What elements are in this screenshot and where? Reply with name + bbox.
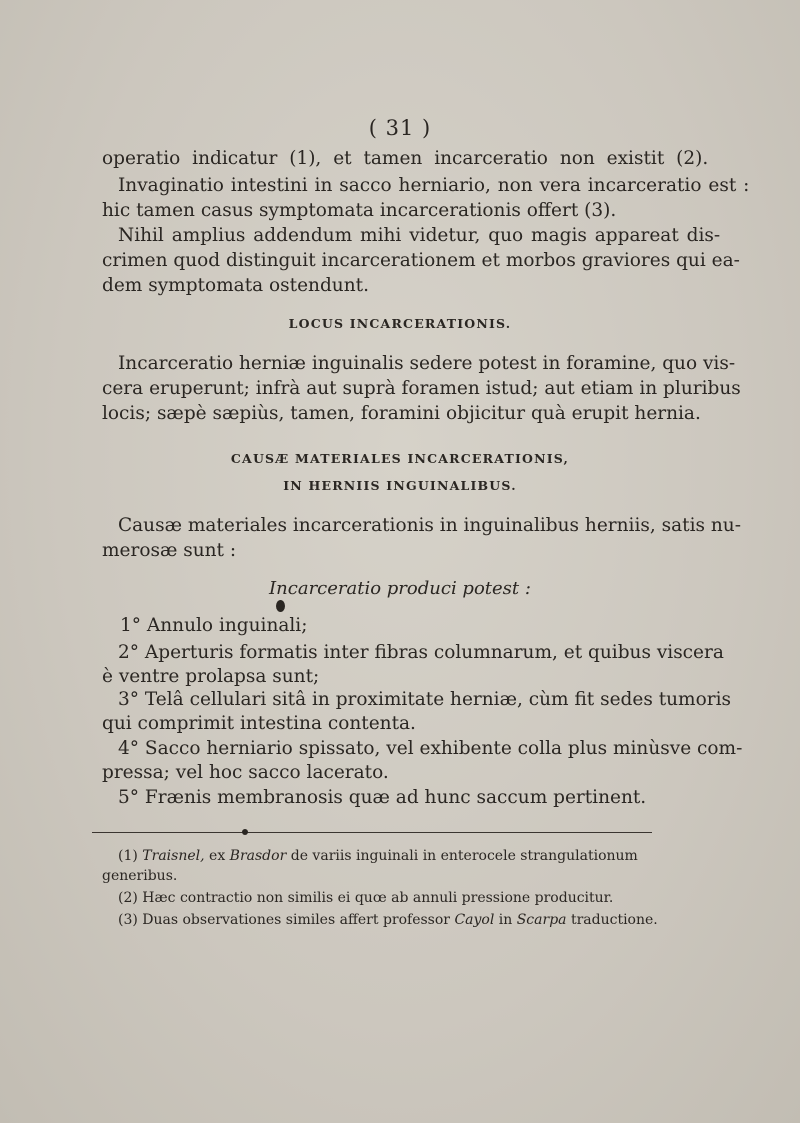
list-item: qui comprimit intestina contenta.: [102, 713, 416, 734]
section-heading: LOCUS INCARCERATIONIS.: [288, 316, 512, 331]
section-heading: IN HERNIIS INGUINALIBUS.: [283, 478, 517, 493]
footnote-text: ex: [209, 848, 226, 864]
footnote-2: (2) Hæc contractio non similis ei quœ ab annuli pressione producitur.: [118, 890, 614, 906]
text-line: Incarceratio herniæ inguinalis sedere potest in foramine, quo vis-: [118, 353, 736, 374]
footnote-text: (3) Duas observationes similes affert professor: [118, 912, 450, 928]
text-line: Causæ materiales incarcerationis in inguinalibus herniis, satis nu-: [118, 515, 741, 536]
footnote-work: Scarpa: [516, 912, 567, 928]
footnote-text: de variis inguinali in enterocele strangulationum: [290, 848, 638, 864]
list-item: è ventre prolapsa sunt;: [102, 666, 320, 687]
list-item: 4° Sacco herniario spissato, vel exhibente colla plus minùsve com-: [118, 738, 743, 759]
list-item: 5° Frænis membranosis quæ ad hunc saccum pertinent.: [118, 787, 647, 808]
divider-mark: [242, 829, 248, 835]
footnote-author: Brasdor: [229, 848, 287, 864]
ink-blot: [276, 600, 285, 612]
footnote-text: in: [498, 912, 513, 928]
list-item: 3° Telâ cellulari sitâ in proximitate herniæ, cùm fit sedes tumoris: [118, 689, 731, 710]
footnote-author: Cayol: [454, 912, 495, 928]
list-item: 2° Aperturis formatis inter fibras columnarum, et quibus viscera: [118, 642, 724, 663]
footnote-marker: (1): [118, 848, 138, 864]
text-line: operatio indicatur (1), et tamen incarceratio non existit (2).: [102, 148, 709, 169]
list-intro: Incarceratio produci potest :: [269, 578, 531, 599]
footnote-1-continued: generibus.: [102, 868, 178, 884]
footnote-divider: [92, 832, 652, 833]
text-line: locis; sæpè sæpiùs, tamen, foramini objicitur quà erupit hernia.: [102, 403, 701, 424]
text-line: cera eruperunt; infrà aut suprà foramen istud; aut etiam in pluribus: [102, 378, 741, 399]
page-number: ( 31 ): [368, 116, 432, 140]
text-line: dem symptomata ostendunt.: [102, 275, 369, 296]
text-line: merosæ sunt :: [102, 540, 237, 561]
text-line: Nihil amplius addendum mihi videtur, quo magis appareat dis-: [118, 225, 721, 246]
text-line: Invaginatio intestini in sacco herniario, non vera incarceratio est :: [118, 175, 750, 196]
footnote-text: traductione.: [570, 912, 658, 928]
text-line: hic tamen casus symptomata incarcerationis offert (3).: [102, 200, 617, 221]
section-heading: CAUSÆ MATERIALES INCARCERATIONIS,: [230, 451, 570, 466]
footnote-author: Traisnel,: [142, 848, 205, 864]
list-item: pressa; vel hoc sacco lacerato.: [102, 762, 389, 783]
text-line: crimen quod distinguit incarcerationem et morbos graviores qui ea-: [102, 250, 740, 271]
list-item: 1° Annulo inguinali;: [120, 615, 308, 636]
footnote-3: [118, 910, 658, 930]
footnote-1: [118, 846, 638, 866]
